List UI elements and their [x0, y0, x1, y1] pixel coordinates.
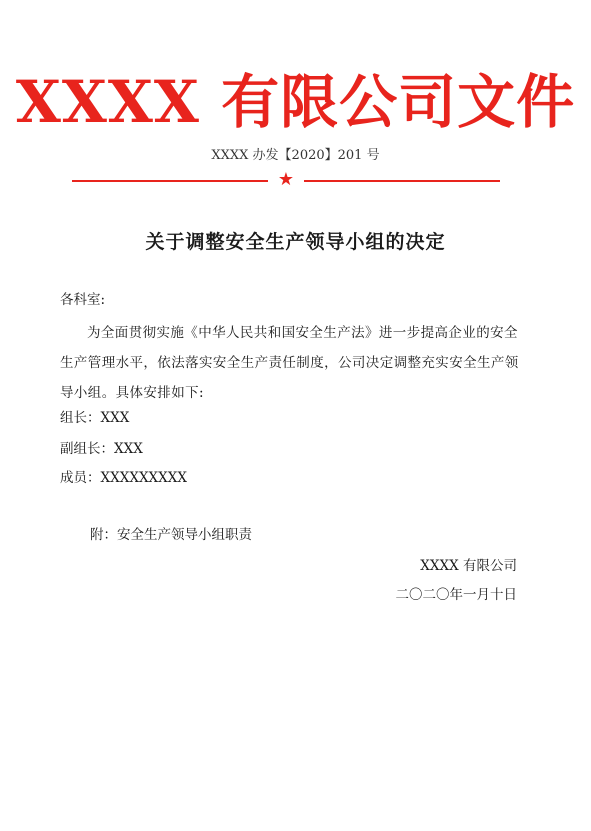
members-line: 成员：XXXXXXXXX [60, 470, 187, 486]
signature-company: XXXX 有限公司 [420, 558, 517, 574]
signature-date: 二〇二〇年一月十日 [395, 587, 517, 603]
document-header-title: XXXX 有限公司文件 [15, 68, 576, 136]
attachment-line: 附：安全生产领导小组职责 [90, 527, 252, 543]
salutation: 各科室: [60, 292, 106, 308]
document-number: XXXX 办发【2020】201 号 [211, 148, 380, 163]
divider-line-right [304, 180, 500, 182]
leader-line: 组长：XXX [60, 410, 130, 426]
star-icon: ★ [277, 169, 295, 190]
header-divider [72, 169, 500, 190]
deputy-leader-line: 副组长：XXX [60, 441, 143, 457]
document-title: 关于调整安全生产领导小组的决定 [145, 231, 446, 253]
body-paragraph: 为全面贯彻实施《中华人民共和国安全生产法》进一步提高企业的安全生产管理水平，依法落实安全生产责任制度，公司决定调整充实安全生产领导小组。具体安排如下: [60, 325, 519, 401]
divider-line-left [72, 180, 268, 182]
